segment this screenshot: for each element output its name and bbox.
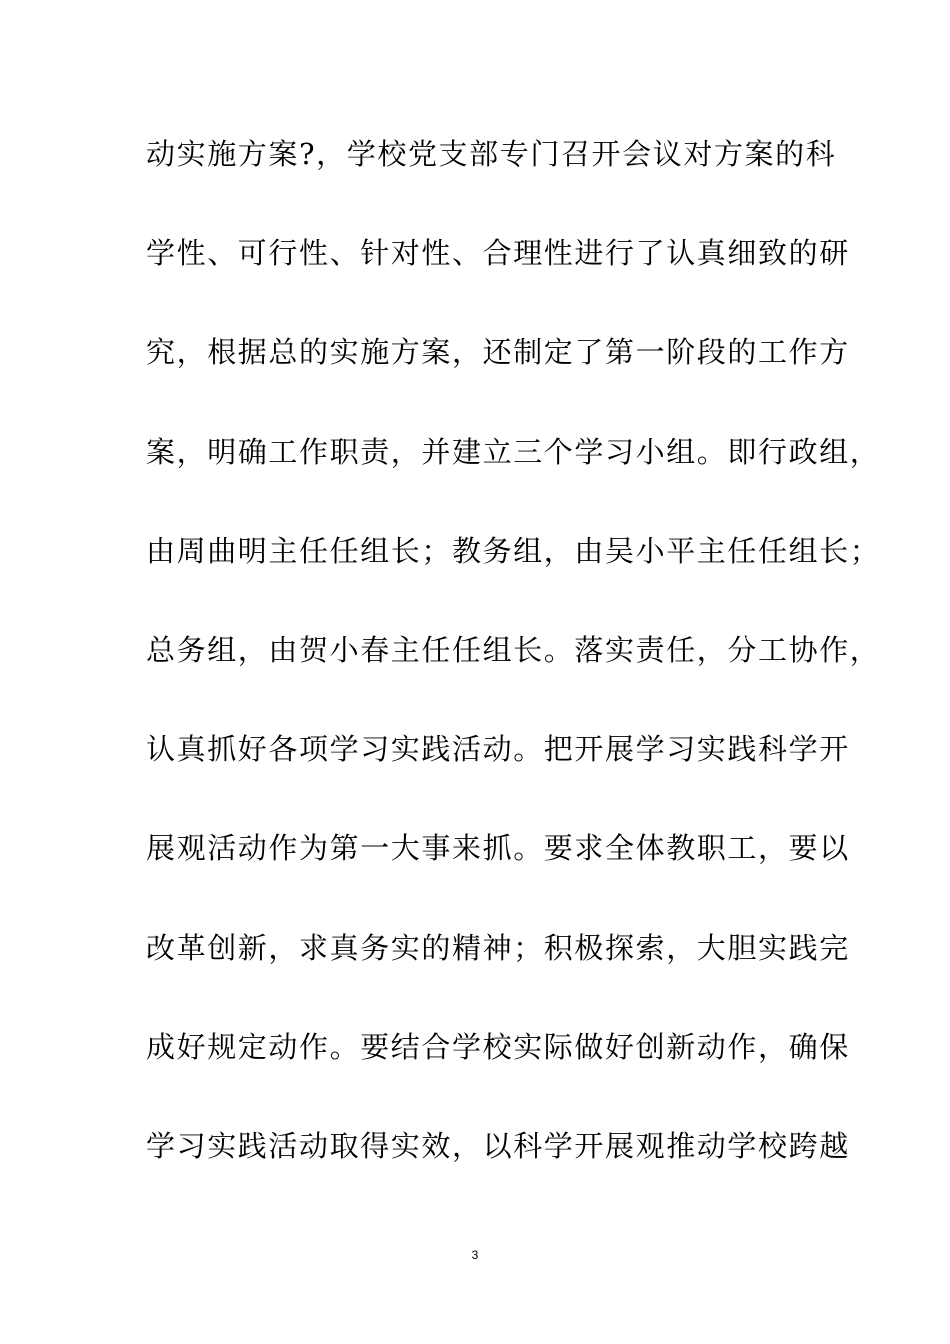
text-line: 究，根据总的实施方案，还制定了第一阶段的工作方 (146, 335, 850, 370)
text-line: 由周曲明主任任组长；教务组，由吴小平主任任组长； (146, 533, 881, 568)
text-line: 总务组，由贺小春主任任组长。落实责任，分工协作， (146, 632, 881, 667)
text-line: 学习实践活动取得实效，以科学开展观推动学校跨越 (146, 1128, 850, 1163)
page-number: 3 (471, 1248, 479, 1262)
text-line: 案，明确工作职责，并建立三个学习小组。即行政组， (146, 434, 881, 469)
text-line: 学性、可行性、针对性、合理性进行了认真细致的研 (146, 236, 850, 271)
text-line: 认真抓好各项学习实践活动。把开展学习实践科学开 (146, 732, 850, 767)
body-text (146, 128, 881, 1219)
text-line: 动实施方案?，学校党支部专门召开会议对方案的科 (146, 137, 837, 171)
text-line: 展观活动作为第一大事来抓。要求全体教职工，要以 (146, 831, 850, 866)
text-line: 成好规定动作。要结合学校实际做好创新动作，确保 (146, 1029, 850, 1064)
text-line: 改革创新，求真务实的精神；积极探索，大胆实践完 (146, 930, 850, 965)
